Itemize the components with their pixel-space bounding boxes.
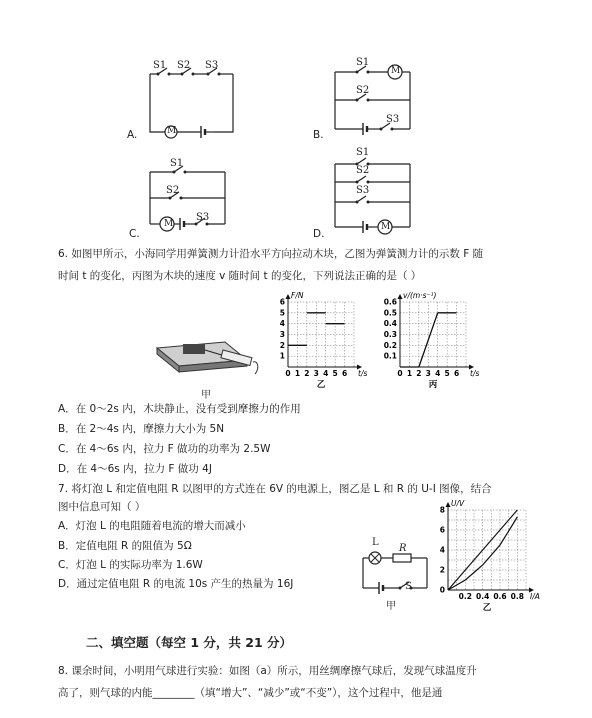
- x-tick-label: 2: [304, 369, 310, 378]
- x-tick-label: 0.2: [458, 592, 472, 601]
- x-tick-label: 1: [294, 369, 301, 378]
- q8-line2: 高了，则气球的内能________（填“增大”、“减少”或“不变”），这个过程中，他是通: [58, 687, 443, 699]
- circuit-c-s2: S2: [166, 185, 180, 196]
- y-tick-label: 1: [279, 351, 285, 361]
- chart-caption: 乙: [482, 603, 492, 613]
- q7-option-d: D．通过定值电阻 R 的电流 10s 产生的热量为 16J: [58, 578, 294, 590]
- circuit-b-s2: S2: [356, 85, 370, 96]
- q6-option-c: C．在 4～6s 内，拉力 F 做功的功率为 2.5W: [58, 443, 271, 455]
- q7-circuit-jia: [355, 538, 435, 598]
- y-axis-arrow: [286, 294, 291, 299]
- q6-fig-jia-caption: 甲: [201, 390, 211, 401]
- circuit-c-label: C.: [129, 228, 140, 240]
- q7-lamp-label: L: [372, 537, 379, 548]
- circuit-d-motor: M: [381, 222, 391, 232]
- x-tick-label: 6: [453, 369, 460, 378]
- y-tick-label: 6: [439, 525, 445, 535]
- circuit-d-label: D.: [313, 228, 325, 240]
- circuit-b-s1: S1: [356, 57, 370, 68]
- y-tick-label: 4: [439, 545, 445, 555]
- y-tick-label: 0.1: [383, 351, 397, 361]
- x-tick-label: 2: [416, 369, 422, 378]
- chart-caption: 丙: [428, 380, 438, 390]
- circuit-c-s3: S3: [196, 212, 210, 223]
- q6-chart-velocity-time: [376, 290, 480, 392]
- circuit-a-label: A.: [127, 129, 138, 141]
- y-axis-label: U/V: [451, 499, 465, 508]
- circuit-d-s3: S3: [356, 185, 370, 196]
- y-tick-label: 6: [279, 297, 285, 307]
- q7-fig-jia-caption: 甲: [386, 601, 396, 612]
- circuit-b-label: B.: [313, 129, 324, 141]
- circuit-a-motor: M: [167, 126, 177, 136]
- q6-stem-line1: 6. 如图甲所示，小海同学用弹簧测力计沿水平方向拉动木块，乙图为弹簧测力计的示数 F 随: [58, 248, 484, 260]
- x-tick-label: 6: [341, 369, 348, 378]
- circuit-a-s1: S1: [153, 60, 167, 71]
- x-tick-label: 0.8: [510, 592, 524, 601]
- x-tick-label: 0.4: [476, 592, 490, 601]
- x-tick-label: 4: [323, 369, 329, 378]
- y-tick-label: 4: [279, 319, 285, 329]
- q7-chart-voltage-current: [436, 499, 546, 613]
- y-tick-label: 2: [279, 340, 285, 350]
- x-axis-label: I/A: [530, 592, 540, 601]
- section-fill-in-title: 二、填空题（每空 1 分，共 21 分）: [86, 635, 293, 650]
- y-axis-label: F/N: [291, 291, 304, 300]
- chart-caption: 乙: [316, 380, 326, 390]
- y-tick-label: 2: [439, 565, 445, 575]
- circuit-c: [145, 162, 245, 237]
- circuit-c-motor: M: [164, 219, 174, 229]
- x-tick-label: 3: [425, 369, 431, 378]
- circuit-b-s3: S3: [386, 114, 400, 125]
- q7-option-a: A．灯泡 L 的电阻随着电流的增大而减小: [58, 520, 246, 532]
- q7-resistor-label: R: [399, 543, 407, 554]
- x-tick-label: 0.6: [493, 592, 507, 601]
- q7-stem-line1: 7. 将灯泡 L 和定值电阻 R 以图甲的方式连在 6V 的电源上，图乙是 L 和 R 的 U-I 图像，结合: [58, 483, 492, 495]
- circuit-a-s3: S3: [205, 60, 219, 71]
- q7-switch-label: S: [405, 581, 412, 592]
- q6-option-d: D．在 4～6s 内，拉力 F 做功 4J: [58, 463, 212, 475]
- y-tick-label: 5: [279, 308, 285, 318]
- circuit-d: [330, 152, 430, 237]
- circuit-d-s2: S2: [356, 165, 370, 176]
- q8-line1: 8. 课余时间，小明用气球进行实验：如图（a）所示，用丝绸摩擦气球后，发现气球温度升: [58, 665, 477, 677]
- y-tick-label: 0.2: [383, 340, 397, 350]
- circuit-a-s2: S2: [177, 60, 191, 71]
- y-tick-label: 0.4: [383, 319, 397, 329]
- q7-stem-line2: 图中信息可知（ ）: [58, 501, 146, 513]
- q6-option-b: B．在 2～4s 内，摩擦力大小为 5N: [58, 423, 225, 435]
- x-tick-label: 5: [332, 369, 338, 378]
- circuit-b: [330, 55, 430, 140]
- y-tick-label: 0.3: [383, 330, 397, 339]
- x-tick-label: 0: [397, 369, 403, 378]
- x-axis-label: t/s: [470, 369, 480, 378]
- y-tick-label: 0.5: [383, 308, 397, 318]
- x-tick-label: 4: [435, 369, 441, 378]
- q6-option-a: A．在 0～2s 内，木块静止，没有受到摩擦力的作用: [58, 403, 301, 415]
- q6-chart-force-time: [276, 290, 366, 392]
- q6-figure-jia-apparatus: [155, 330, 265, 390]
- y-tick-label: 8: [439, 505, 445, 515]
- x-tick-label: 3: [313, 369, 319, 378]
- y-axis-arrow: [446, 502, 451, 507]
- q7-option-b: B．定值电阻 R 的阻值为 5Ω: [58, 540, 192, 552]
- y-axis-label: v/(m·s⁻¹): [403, 291, 437, 300]
- y-axis-arrow: [398, 294, 403, 299]
- x-tick-label: 0: [285, 369, 291, 378]
- circuit-b-motor: M: [391, 66, 401, 76]
- x-axis-label: t/s: [358, 369, 368, 378]
- circuit-d-s1: S1: [356, 147, 370, 158]
- y-tick-label: 0.6: [383, 297, 397, 307]
- y-tick-label: 0: [439, 585, 445, 595]
- y-tick-label: 3: [279, 330, 285, 339]
- x-tick-label: 5: [444, 369, 450, 378]
- q6-stem-line2: 时间 t 的变化，丙图为木块的速度 v 随时间 t 的变化，下列说法正确的是（ ）: [58, 270, 422, 282]
- circuit-c-s1: S1: [170, 158, 184, 169]
- x-tick-label: 1: [406, 369, 413, 378]
- circuit-a: [125, 60, 255, 150]
- q7-option-c: C．灯泡 L 的实际功率为 1.6W: [58, 559, 203, 571]
